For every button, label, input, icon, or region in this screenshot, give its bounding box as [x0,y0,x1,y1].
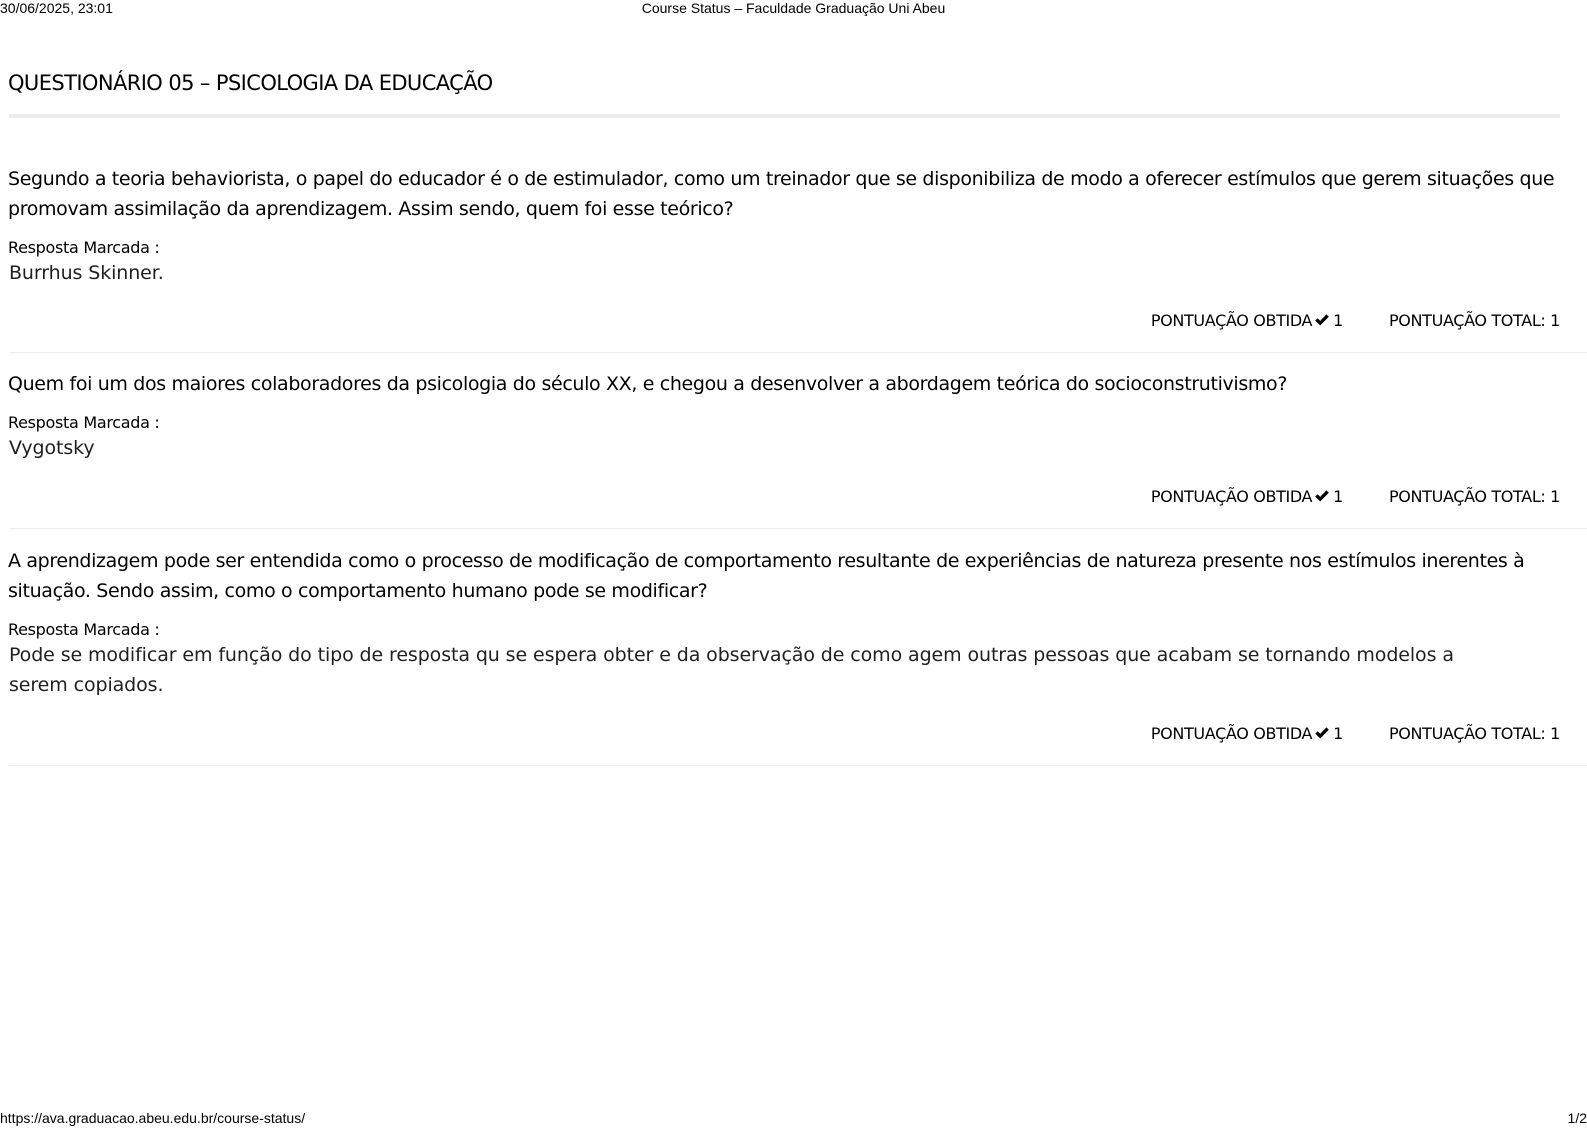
question-text: Quem foi um dos maiores colaboradores da psicologia do século XX, e chegou a desenvolver a abordagem teórica do socioconstrutivismo? [8,373,1288,395]
answer-value: Pode se modificar em função do tipo de resposta qu se espera obter e da observação de como agem outras pessoas que acabam se tornando modelos a serem copiados. [9,644,1454,696]
print-footer [0,1109,1587,1129]
check-icon [1314,313,1330,327]
score-row [1151,724,1560,744]
answer-value: Vygotsky [9,437,95,459]
question-divider [9,765,1587,766]
score-obtained [1151,724,1343,744]
score-total: PONTUAÇÃO TOTAL: 1 [1389,311,1560,330]
quiz-title: QUESTIONÁRIO 05 – PSICOLOGIA DA EDUCAÇÃO [8,71,493,95]
print-header [0,0,1587,18]
print-page-title: Course Status – Faculdade Graduação Uni Abeu [641,0,946,16]
answer-label: Resposta Marcada : [8,620,160,639]
print-datetime: 30/06/2025, 23:01 [0,0,113,16]
score-obtained-label: PONTUAÇÃO OBTIDA [1150,487,1313,506]
print-page-number: 1/2 [1567,1110,1587,1126]
check-icon [1314,726,1330,740]
answer-label: Resposta Marcada : [8,413,160,432]
score-total: PONTUAÇÃO TOTAL: 1 [1389,487,1560,506]
answer-value: Burrhus Skinner. [9,262,164,284]
score-row [1151,311,1560,331]
check-icon [1314,489,1330,503]
question-text: Segundo a teoria behaviorista, o papel do educador é o de estimulador, como um treinador que se disponibiliza de modo a oferecer estímulos que gerem situações que promovam assimilação da aprendizagem. Assim sendo, quem foi esse teórico? [8,168,1555,220]
title-divider [9,114,1560,118]
question-item-1 [8,164,1560,354]
question-item-3 [8,546,1560,766]
score-row [1151,487,1560,507]
score-obtained [1151,487,1343,507]
print-url: https://ava.graduacao.abeu.edu.br/course-status/ [0,1110,306,1126]
score-obtained-value: 1 [1333,487,1343,506]
question-divider [9,352,1587,353]
score-total: PONTUAÇÃO TOTAL: 1 [1389,724,1560,743]
score-obtained [1151,311,1343,331]
score-obtained-label: PONTUAÇÃO OBTIDA [1150,311,1313,330]
score-obtained-value: 1 [1333,724,1343,743]
question-text: A aprendizagem pode ser entendida como o processo de modificação de comportamento resultante de experiências de natureza presente nos estímulos inerentes à situação. Sendo assim, como o comportamento humano pode se modificar? [8,550,1525,602]
score-obtained-value: 1 [1333,311,1343,330]
score-obtained-label: PONTUAÇÃO OBTIDA [1150,724,1313,743]
answer-label: Resposta Marcada : [8,238,160,257]
question-divider [9,528,1587,529]
question-item-2 [8,369,1560,519]
